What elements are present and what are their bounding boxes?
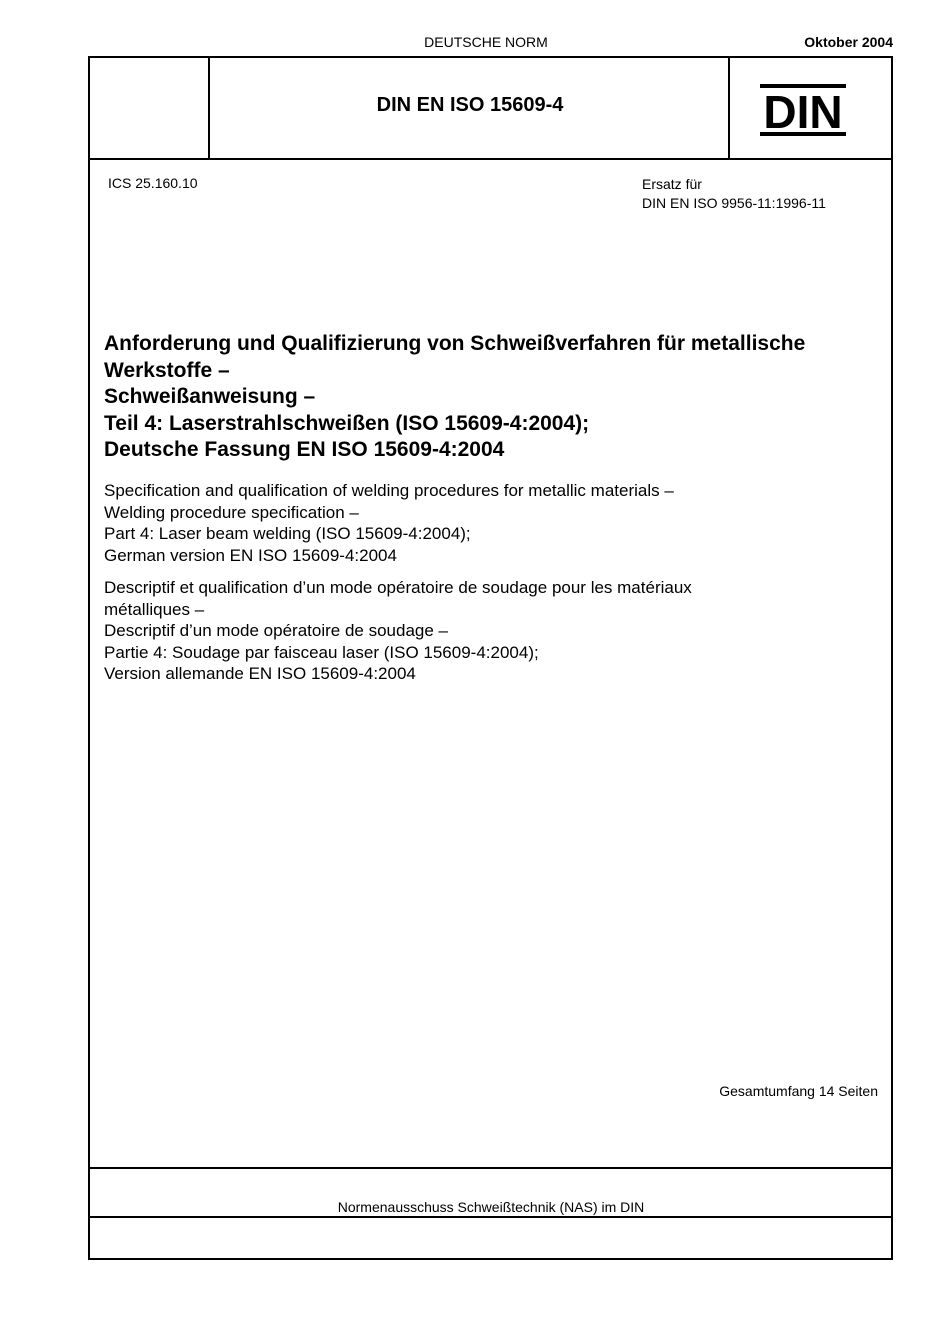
english-title xyxy=(104,480,894,566)
replaces-block xyxy=(642,175,826,213)
ics-code: ICS 25.160.10 xyxy=(108,175,198,191)
header-bottom-rule xyxy=(90,158,891,160)
french-title-line: Descriptif et qualification d’un mode opératoire de soudage pour les matériaux xyxy=(104,578,692,597)
din-logo-text: DIN xyxy=(763,86,843,138)
french-title xyxy=(104,577,894,685)
english-title-line: German version EN ISO 15609-4:2004 xyxy=(104,545,397,565)
norm-type-label: DEUTSCHE NORM xyxy=(424,34,548,50)
committee-name: Normenausschuss Schweißtechnik (NAS) im DIN xyxy=(337,1199,645,1215)
french-title-line: Partie 4: Soudage par faisceau laser (ISO 15609-4:2004); xyxy=(104,642,539,662)
german-title-line: Schweißanweisung – xyxy=(104,385,316,408)
total-pages: Gesamtumfang 14 Seiten xyxy=(719,1083,878,1099)
document-number: DIN EN ISO 15609-4 xyxy=(376,94,564,116)
replaces-label: Ersatz für xyxy=(642,176,702,192)
replaces-document: DIN EN ISO 9956-11:1996-11 xyxy=(642,195,826,211)
english-title-line: Part 4: Laser beam welding (ISO 15609-4:2004); xyxy=(104,524,471,543)
english-title-line: Specification and qualification of welding procedures for metallic materials – xyxy=(104,481,674,500)
english-title-line: Welding procedure specification – xyxy=(104,502,359,522)
footer-bottom-rule xyxy=(90,1216,891,1218)
german-title xyxy=(104,331,894,464)
french-title-line: Descriptif d’un mode opératoire de soudage – xyxy=(104,621,448,640)
german-title-line: Werkstoffe – xyxy=(104,358,230,382)
german-title-line: Anforderung und Qualifizierung von Schweißverfahren für metallische xyxy=(104,332,806,355)
french-title-line: métalliques – xyxy=(104,599,205,619)
din-logo xyxy=(760,80,846,140)
issue-date: Oktober 2004 xyxy=(804,34,893,50)
german-title-line: Deutsche Fassung EN ISO 15609-4:2004 xyxy=(104,438,505,461)
french-title-line: Version allemande EN ISO 15609-4:2004 xyxy=(104,664,416,683)
german-title-line: Teil 4: Laserstrahlschweißen (ISO 15609-4:2004); xyxy=(104,411,590,435)
footer-top-rule xyxy=(90,1167,891,1169)
